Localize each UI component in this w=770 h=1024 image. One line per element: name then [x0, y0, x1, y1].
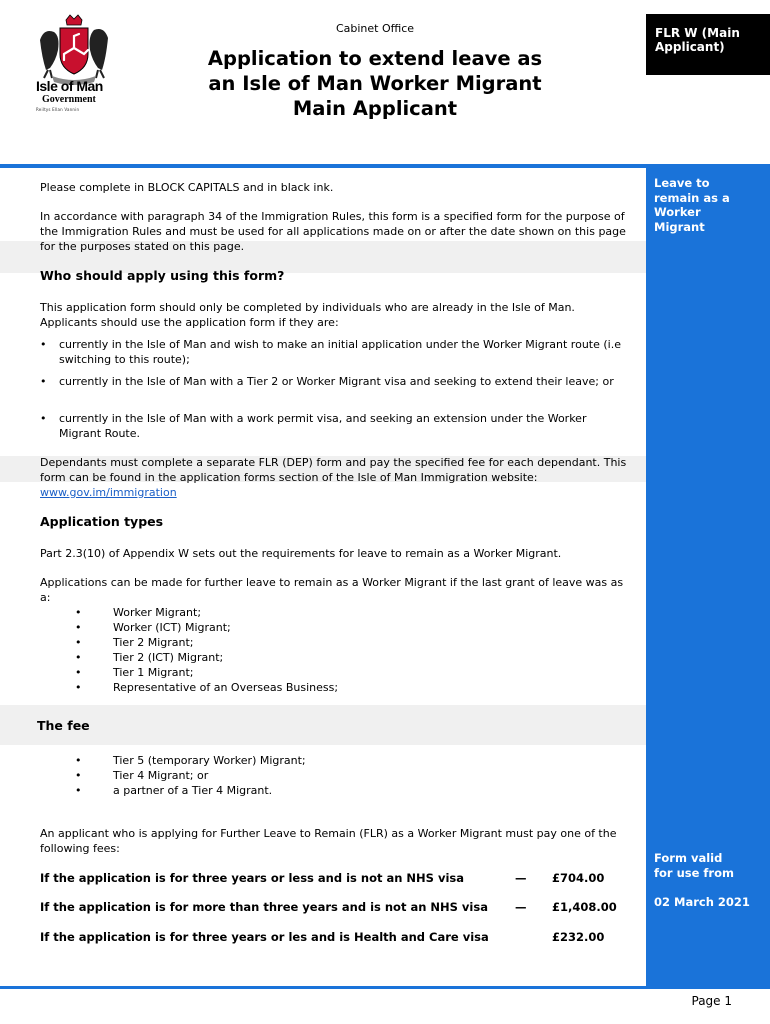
- fee-row-dash: —: [515, 900, 527, 914]
- sidebar-route-label: Leave to remain as a Worker Migrant: [654, 176, 730, 234]
- fee-row-label: If the application is for three years or les and is Health and Care visa: [40, 930, 489, 944]
- fee-paragraph: An applicant who is applying for Further Leave to Remain (FLR) as a Worker Migrant must pay one of the following fees:: [40, 827, 617, 855]
- shaded-band: [0, 705, 646, 745]
- fee-list-item: • Tier 4 Migrant; or: [113, 768, 208, 783]
- types-heading: Application types: [40, 514, 164, 529]
- immigration-website-link[interactable]: www.gov.im/immigration: [40, 486, 177, 499]
- grant-list-item: • Tier 2 (ICT) Migrant;: [113, 650, 223, 665]
- grant-list-item: • Representative of an Overseas Business;: [113, 680, 338, 695]
- who-bullet: • currently in the Isle of Man and wish to make an initial application under the Worker Migrant route (i.e switching to this route);: [40, 337, 630, 367]
- dependants-text: Dependants must complete a separate FLR (DEP) form and pay the specified fee for each dependant. This form can be found in the application forms section of the Isle of Man Immigration website:: [40, 456, 627, 484]
- grant-list-item: • Tier 2 Migrant;: [113, 635, 194, 650]
- page-number: Page 1: [691, 994, 732, 1008]
- who-heading: Who should apply using this form?: [40, 268, 285, 283]
- logo-tagline: Reiltys Ellan Vannin: [36, 107, 80, 112]
- fee-row-amount: £704.00: [552, 871, 605, 885]
- department-label: Cabinet Office: [335, 22, 415, 35]
- grant-list-item: • Worker Migrant;: [113, 605, 201, 620]
- fee-heading: The fee: [37, 718, 90, 733]
- fee-list-item: • a partner of a Tier 4 Migrant.: [113, 783, 272, 798]
- fee-row-amount: £232.00: [552, 930, 605, 944]
- fee-row-dash: —: [515, 871, 527, 885]
- intro-instruction: Please complete in BLOCK CAPITALS and in black ink.: [40, 181, 334, 194]
- fee-row-label: If the application is for more than three years and is not an NHS visa: [40, 900, 488, 914]
- fee-list-item: • Tier 5 (temporary Worker) Migrant;: [113, 753, 306, 768]
- dependants-paragraph: [40, 455, 630, 500]
- intro-paragraph: In accordance with paragraph 34 of the Immigration Rules, this form is a specified form for the purpose of the Immigration Rules and must be used for all applications made on or after the date shown on this page for the purposes stated on this page.: [40, 210, 626, 253]
- who-bullet: • currently in the Isle of Man with a Tier 2 or Worker Migrant visa and seeking to extend their leave; or: [40, 374, 630, 389]
- who-bullet: • currently in the Isle of Man with a work permit visa, and seeking an extension under the Worker Migrant Route.: [40, 411, 630, 441]
- footer-rule: [0, 986, 770, 989]
- logo-subtitle: Government: [42, 94, 96, 105]
- page-title: [190, 46, 560, 121]
- form-code-box: FLR W (Main Applicant): [646, 14, 770, 75]
- title-line: Main Applicant: [292, 97, 458, 120]
- who-paragraph: This application form should only be completed by individuals who are already in the Isle of Man. Applicants should use the application form if they are:: [40, 301, 575, 329]
- grant-list-item: • Worker (ICT) Migrant;: [113, 620, 231, 635]
- fee-row-label: If the application is for three years or less and is not an NHS visa: [40, 871, 464, 885]
- title-line: an Isle of Man Worker Migrant: [208, 72, 542, 95]
- types-paragraph: Part 2.3(10) of Appendix W sets out the requirements for leave to remain as a Worker Migrant.: [40, 547, 562, 560]
- fee-row-amount: £1,408.00: [552, 900, 617, 914]
- sidebar-valid-date: 02 March 2021: [654, 895, 750, 909]
- sidebar-valid-label: Form valid for use from: [654, 851, 734, 880]
- page-header: [0, 0, 770, 166]
- title-line: Application to extend leave as: [207, 47, 543, 70]
- types-paragraph: Applications can be made for further leave to remain as a Worker Migrant if the last grant of leave was as a:: [40, 576, 624, 604]
- grant-list-item: • Tier 1 Migrant;: [113, 665, 194, 680]
- logo-wordmark: Isle of Man: [36, 78, 103, 94]
